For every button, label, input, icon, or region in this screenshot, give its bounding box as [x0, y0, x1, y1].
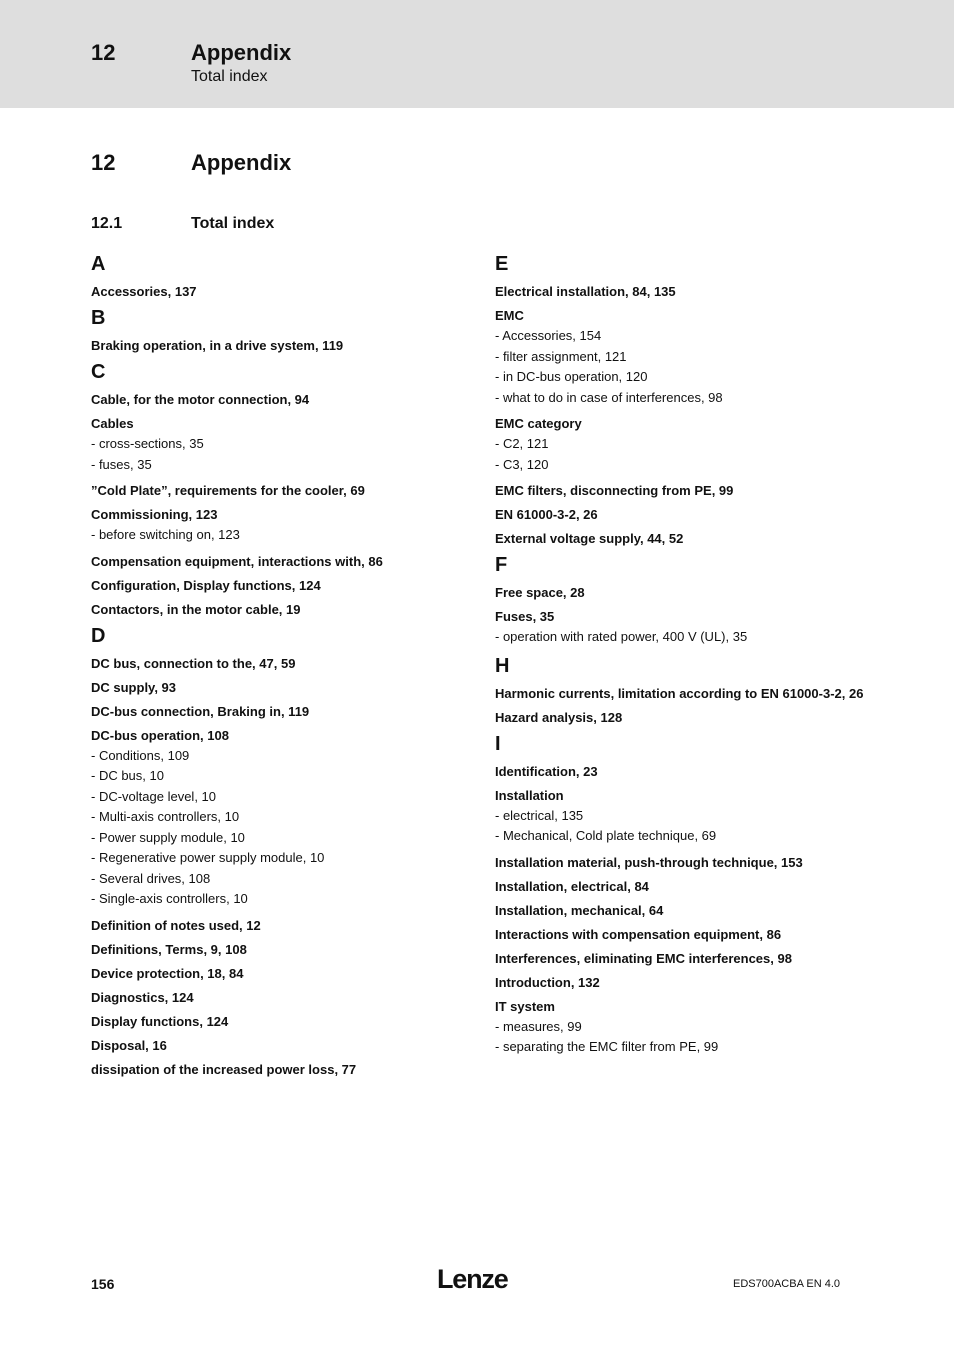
index-letter-group: [495, 654, 865, 726]
index-term[interactable]: Installation, mechanical, 64: [495, 902, 664, 918]
lenze-logo: [437, 1264, 515, 1299]
page-number: 156: [91, 1276, 115, 1292]
index-letter-heading: B: [91, 307, 106, 329]
index-entry: [91, 413, 461, 475]
index-subentry[interactable]: - in DC-bus operation, 120: [495, 369, 648, 384]
index-term[interactable]: Commissioning, 123: [91, 507, 218, 522]
index-entry: [91, 281, 461, 300]
index-entry: [91, 551, 461, 570]
index-term[interactable]: EN 61000-3-2, 26: [495, 507, 598, 522]
index-term[interactable]: Diagnostics, 124: [91, 989, 194, 1005]
index-entry: [91, 653, 461, 672]
index-entry: [91, 575, 461, 594]
index-entry: [91, 504, 461, 546]
index-entry: [495, 606, 865, 648]
index-subentry[interactable]: - operation with rated power, 400 V (UL), 35: [495, 629, 748, 644]
index-subentry[interactable]: - separating the EMC filter from PE, 99: [495, 1039, 719, 1054]
index-subentry[interactable]: - filter assignment, 121: [495, 348, 627, 364]
index-term[interactable]: Display functions, 124: [91, 1013, 229, 1029]
index-subentry[interactable]: - Several drives, 108: [91, 870, 211, 886]
index-entry: [91, 677, 461, 696]
index-entry: [495, 305, 865, 408]
index-entry: [495, 996, 865, 1058]
index-term[interactable]: Hazard analysis, 128: [495, 709, 623, 725]
index-entry: [91, 939, 461, 958]
index-letter-group: [91, 252, 461, 300]
index-term[interactable]: External voltage supply, 44, 52: [495, 531, 684, 546]
index-letter-heading: E: [495, 253, 509, 275]
index-entry: [91, 963, 461, 982]
index-term[interactable]: Disposal, 16: [91, 1037, 167, 1053]
index-entry: [495, 876, 865, 895]
index-letter-heading: H: [495, 654, 510, 677]
index-entry: [495, 924, 865, 943]
chapter-number: 12: [91, 150, 116, 175]
index-entry: [495, 707, 865, 726]
index-entry: [91, 1011, 461, 1030]
index-term[interactable]: Harmonic currents, limitation according to EN 61000-3-2, 26: [495, 685, 864, 701]
index-entry: [495, 480, 865, 499]
index-subentry[interactable]: - electrical, 135: [495, 807, 584, 823]
index-subentry[interactable]: - what to do in case of interferences, 98: [495, 389, 723, 405]
index-subentry[interactable]: - Single-axis controllers, 10: [91, 891, 248, 906]
index-letter-group: [91, 624, 461, 1078]
index-term[interactable]: Introduction, 132: [495, 974, 600, 990]
index-term[interactable]: Definitions, Terms, 9, 108: [91, 941, 247, 957]
index-entry: [91, 389, 461, 408]
index-entry: [91, 480, 461, 499]
index-term[interactable]: ”Cold Plate”, requirements for the cooler, 69: [91, 483, 365, 498]
index-entry: [91, 1059, 461, 1078]
index-term[interactable]: Interactions with compensation equipment, 86: [495, 926, 782, 942]
index-term[interactable]: dissipation of the increased power loss, 77: [91, 1061, 357, 1077]
section-number: 12.1: [91, 215, 123, 232]
index-entry: [495, 948, 865, 967]
header-subtitle: Total index: [191, 68, 268, 85]
index-term[interactable]: Identification, 23: [495, 763, 598, 779]
index-letter-heading: F: [495, 554, 508, 576]
chapter-title: Appendix: [191, 150, 292, 175]
index-letter-heading: D: [91, 624, 106, 647]
index-term[interactable]: Device protection, 18, 84: [91, 965, 244, 981]
index-entry: [495, 900, 865, 919]
index-letter-group: [91, 306, 461, 354]
index-subentries: [91, 525, 461, 546]
document-id: EDS700ACBA EN 4.0: [733, 1278, 841, 1290]
index-column-right: [495, 252, 865, 1064]
index-term[interactable]: DC-bus connection, Braking in, 119: [91, 703, 310, 719]
index-term[interactable]: DC bus, connection to the, 47, 59: [91, 655, 296, 671]
index-subentry[interactable]: - Regenerative power supply module, 10: [91, 850, 325, 865]
lenze-logo-text: Lenze: [437, 1264, 508, 1294]
index-term[interactable]: Fuses, 35: [495, 609, 555, 624]
index-term[interactable]: Free space, 28: [495, 585, 585, 600]
index-term[interactable]: Braking operation, in a drive system, 119: [91, 338, 344, 353]
index-term[interactable]: EMC filters, disconnecting from PE, 99: [495, 483, 734, 498]
index-entry: [495, 528, 865, 547]
index-letter-heading: I: [495, 732, 501, 755]
index-term[interactable]: Cable, for the motor connection, 94: [91, 392, 310, 407]
index-entry: [495, 852, 865, 871]
index-term[interactable]: Configuration, Display functions, 124: [91, 577, 321, 593]
index-letter-heading: A: [91, 253, 106, 275]
index-letter-heading: C: [91, 361, 106, 383]
index-entry: [91, 987, 461, 1006]
index-subentry[interactable]: - before switching on, 123: [91, 527, 240, 542]
index-entry: [91, 725, 461, 910]
header-chapter-title: Appendix: [191, 40, 292, 65]
index-term[interactable]: EMC: [495, 308, 524, 323]
index-entry: [91, 701, 461, 720]
index-subentry[interactable]: - Multi-axis controllers, 10: [91, 809, 240, 824]
index-subentry[interactable]: - fuses, 35: [91, 456, 152, 472]
index-subentry[interactable]: - C3, 120: [495, 456, 549, 472]
index-subentry[interactable]: - Accessories, 154: [495, 328, 602, 343]
index-subentries: [495, 806, 865, 847]
header-band: [0, 0, 954, 108]
index-entry: [495, 785, 865, 847]
index-term[interactable]: Installation material, push-through technique, 153: [495, 854, 803, 870]
index-term[interactable]: EMC category: [495, 416, 582, 431]
index-entry: [91, 599, 461, 618]
index-subentry[interactable]: - Mechanical, Cold plate technique, 69: [495, 828, 717, 843]
index-subentries: [495, 627, 865, 648]
index-entry: [495, 683, 865, 702]
section-title: Total index: [191, 215, 275, 232]
index-term[interactable]: Compensation equipment, interactions with, 86: [91, 553, 383, 569]
index-term[interactable]: DC supply, 93: [91, 679, 177, 695]
index-letter-group: [91, 360, 461, 618]
index-entry: [495, 504, 865, 523]
index-term[interactable]: Definition of notes used, 12: [91, 917, 261, 933]
index-term[interactable]: IT system: [495, 998, 555, 1014]
index-term[interactable]: Accessories, 137: [91, 284, 197, 299]
index-subentry[interactable]: - DC bus, 10: [91, 768, 164, 783]
index-term[interactable]: Installation: [495, 787, 564, 803]
index-term[interactable]: DC-bus operation, 108: [91, 727, 229, 743]
index-subentry[interactable]: - cross-sections, 35: [91, 436, 204, 451]
index-subentry[interactable]: - C2, 121: [495, 436, 549, 451]
index-term[interactable]: Installation, electrical, 84: [495, 878, 649, 894]
index-subentry[interactable]: - Conditions, 109: [91, 747, 190, 763]
index-entry: [495, 413, 865, 475]
index-entry: [495, 761, 865, 780]
index-term[interactable]: Cables: [91, 416, 134, 431]
index-entry: [91, 335, 461, 354]
index-column-left: [91, 252, 461, 1084]
index-letter-group: [495, 732, 865, 1058]
index-subentries: [495, 1017, 865, 1058]
index-term[interactable]: Interferences, eliminating EMC interferences, 98: [495, 950, 792, 966]
index-subentry[interactable]: - measures, 99: [495, 1018, 582, 1034]
index-term[interactable]: Contactors, in the motor cable, 19: [91, 601, 301, 617]
index-entry: [91, 1035, 461, 1054]
index-entry: [495, 582, 865, 601]
index-term[interactable]: Electrical installation, 84, 135: [495, 284, 676, 299]
index-letter-group: [495, 252, 865, 547]
index-entry: [91, 915, 461, 934]
header-chapter-number: 12: [91, 40, 116, 65]
index-subentries: [495, 326, 865, 408]
index-subentries: [91, 746, 461, 910]
index-entry: [495, 972, 865, 991]
index-entry: [495, 281, 865, 300]
index-subentries: [495, 434, 865, 475]
index-subentry[interactable]: - Power supply module, 10: [91, 829, 245, 845]
index-letter-group: [495, 553, 865, 648]
index-subentry[interactable]: - DC-voltage level, 10: [91, 788, 216, 804]
index-subentries: [91, 434, 461, 475]
